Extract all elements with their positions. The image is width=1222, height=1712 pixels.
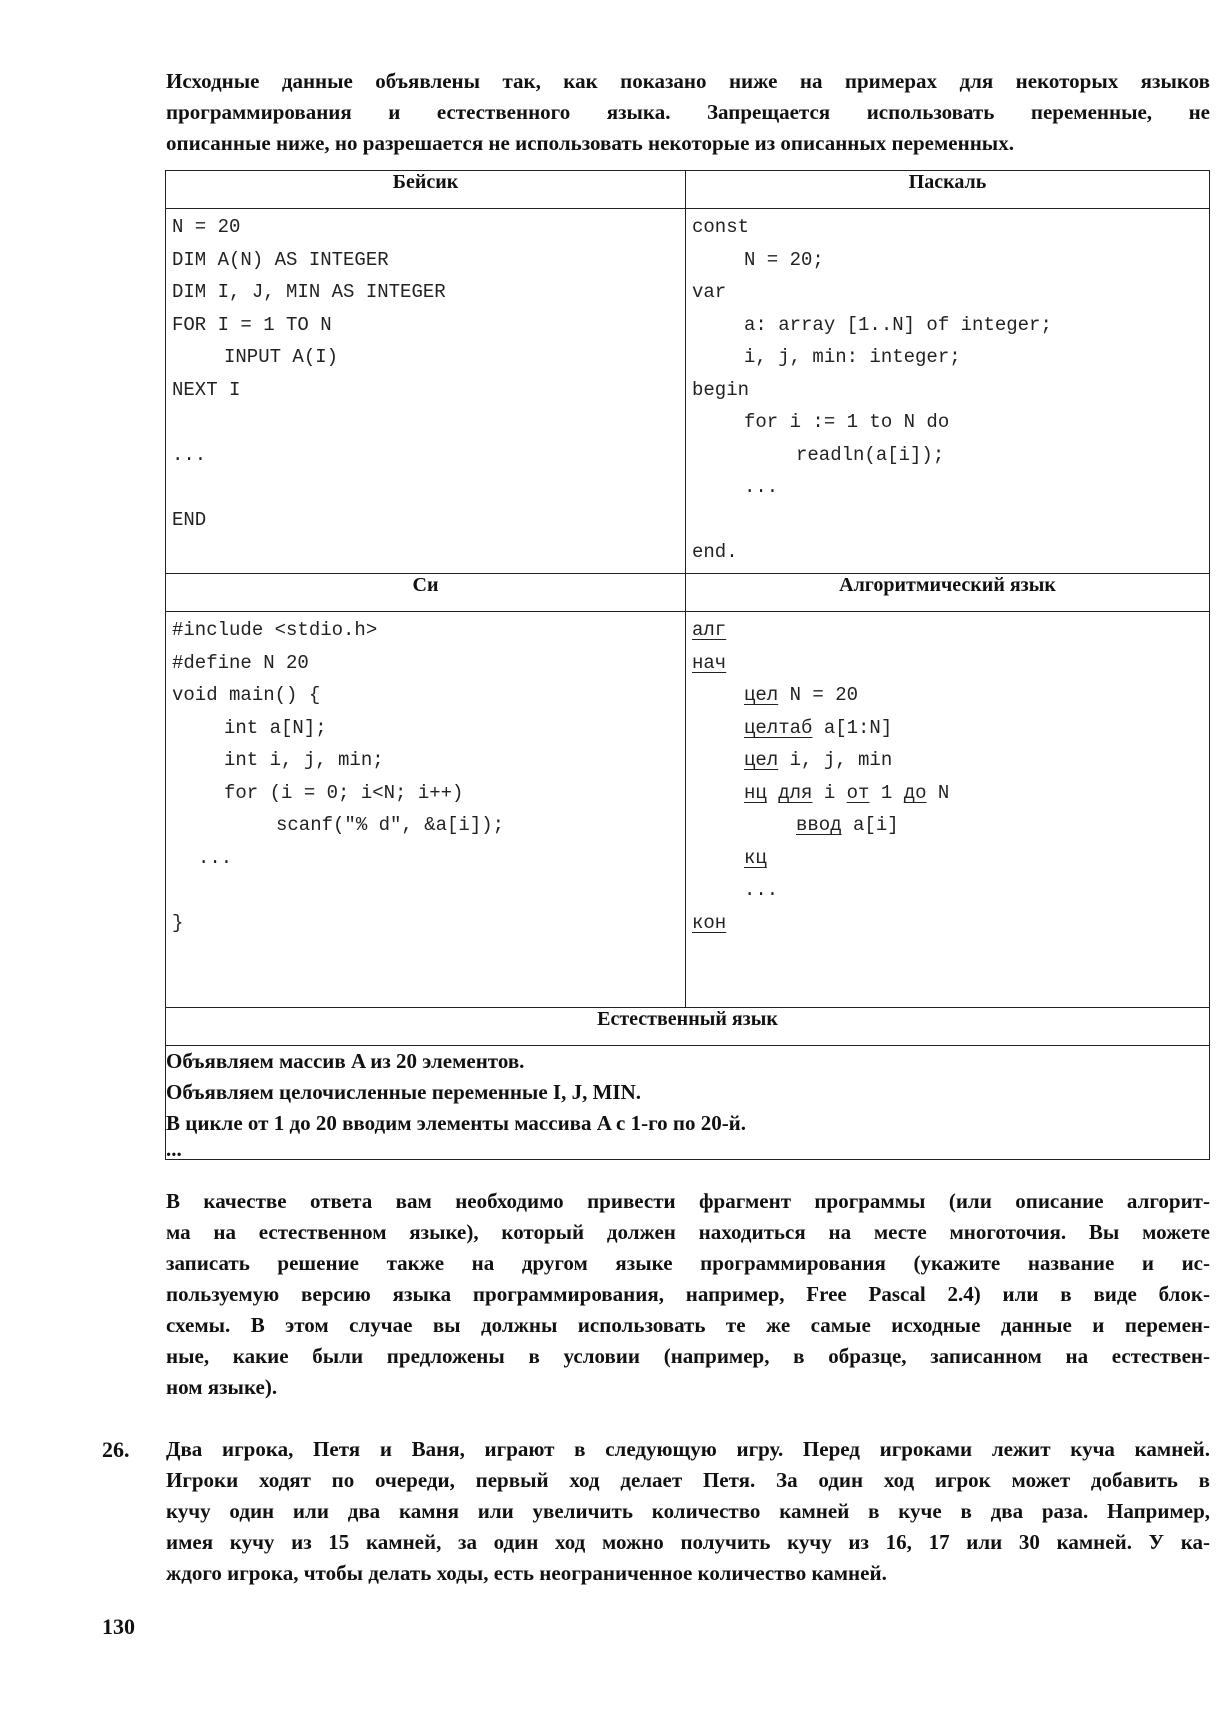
code-line (166, 406, 685, 439)
algo-code (686, 612, 1210, 1008)
task-line: кучу один или два камня или увеличить количество камней в куче в два раза. Например, (166, 1499, 1210, 1523)
code-line: begin (692, 378, 750, 401)
code-line: int i, j, min; (224, 749, 384, 771)
code-line: NEXT I (172, 378, 241, 401)
task-26-text (166, 1434, 1210, 1589)
c-code (166, 612, 686, 1008)
intro-line: программирования и естественного языка. Запрещается использовать переменные, не (166, 100, 1210, 124)
code-line: ... (744, 476, 779, 498)
keyword: цел (744, 684, 779, 706)
code-line: DIM A(N) AS INTEGER (172, 248, 389, 271)
task-line: имея кучу из 15 камней, за один ход можно получить кучу из 16, 17 или 30 камней. У ка- (166, 1530, 1210, 1554)
code-line (686, 712, 1209, 745)
code-line: scanf("% d", &a[i]); (276, 814, 505, 836)
natural-line: В цикле от 1 до 20 вводим элементы массива A с 1-го по 20-й. (166, 1111, 747, 1135)
task-number: 26. (102, 1437, 130, 1462)
code-line (166, 471, 685, 504)
keyword: ввод (796, 814, 842, 836)
answer-line: В качестве ответа вам необходимо привести фрагмент программы (или описание алгорит- (166, 1189, 1210, 1213)
code-line (686, 679, 1209, 712)
code-line: INPUT A(I) (224, 346, 339, 368)
natural-line: Объявляем целочисленные переменные I, J, MIN. (166, 1080, 641, 1104)
code-line: var (692, 281, 727, 303)
code-text: a[1:N] (812, 716, 893, 739)
natural-line: Объявляем массив A из 20 элементов. (166, 1049, 525, 1073)
intro-paragraph (166, 66, 1210, 159)
code-text: N (926, 781, 950, 804)
answer-line: схемы. В этом случае вы должны использовать те же самые исходные данные и перемен- (166, 1313, 1210, 1337)
keyword: от (846, 781, 870, 804)
code-text: 1 (869, 781, 904, 804)
code-line: a: array [1..N] of integer; (744, 313, 1052, 336)
code-line (686, 647, 1209, 680)
keyword: кон (692, 911, 727, 934)
code-line: ... (198, 846, 233, 869)
code-text: i, j, min (778, 749, 893, 771)
answer-instructions (166, 1186, 1210, 1403)
code-examples-table (165, 170, 1210, 1160)
task-line: Игроки ходят по очереди, первый ход делает Петя. За один ход игрок может добавить в (166, 1468, 1210, 1492)
code-line: readln(a[i]); (796, 443, 945, 466)
code-line: for i := 1 to N do (744, 411, 950, 433)
code-line: DIM I, J, MIN AS INTEGER (172, 281, 446, 303)
natural-description (166, 1046, 1210, 1160)
code-line (686, 777, 1209, 810)
code-line: for (i = 0; i<N; i++) (224, 781, 464, 804)
keyword: алг (692, 619, 727, 641)
keyword: нач (692, 651, 727, 674)
answer-line: ма на естественном языке), который должен находиться на месте многоточия. Вы можете (166, 1220, 1210, 1244)
code-line: #define N 20 (172, 651, 309, 674)
code-line: ... (172, 443, 207, 466)
task-line: ждого игрока, чтобы делать ходы, есть неограниченное количество камней. (166, 1561, 887, 1585)
code-line: const (692, 216, 750, 238)
keyword: нц (744, 781, 767, 804)
code-line: i, j, min: integer; (744, 346, 961, 368)
keyword: до (903, 781, 927, 804)
keyword: кц (744, 846, 767, 869)
page-number: 130 (102, 1614, 135, 1639)
header-c: Си (166, 574, 686, 612)
code-line (686, 504, 1209, 537)
code-line: #include <stdio.h> (172, 619, 378, 641)
code-line: N = 20 (172, 216, 241, 238)
keyword: для (778, 781, 813, 804)
header-pascal: Паскаль (686, 171, 1210, 209)
header-basic: Бейсик (166, 171, 686, 209)
code-line: FOR I = 1 TO N (172, 313, 332, 336)
natural-line: ... (166, 1137, 182, 1161)
answer-line: ные, какие были предложены в условии (например, в образце, записанном на естествен- (166, 1344, 1210, 1368)
code-text: N = 20 (778, 684, 859, 706)
code-line (686, 614, 1209, 647)
code-line: ... (744, 879, 779, 901)
code-line: int a[N]; (224, 716, 327, 739)
answer-line: ном языке). (166, 1375, 278, 1399)
header-algo: Алгоритмический язык (686, 574, 1210, 612)
code-line (686, 842, 1209, 875)
intro-line: описанные ниже, но разрешается не использовать некоторые из описанных переменных. (166, 131, 1014, 155)
code-line: END (172, 508, 207, 531)
task-line: Два игрока, Петя и Ваня, играют в следующую игру. Перед игроками лежит куча камней. (166, 1437, 1210, 1461)
pascal-code (686, 209, 1210, 574)
intro-line: Исходные данные объявлены так, как показано ниже на примерах для некоторых языков (166, 69, 1210, 93)
keyword: цел (744, 749, 779, 771)
code-line (686, 907, 1209, 940)
code-line (166, 874, 685, 907)
answer-line: пользуемую версию языка программирования, например, Free Pascal 2.4) или в виде блок- (166, 1282, 1210, 1306)
code-text: a[i] (841, 814, 899, 836)
code-line: } (172, 911, 184, 934)
code-text: i (812, 781, 847, 804)
keyword: целтаб (744, 716, 813, 739)
code-line (686, 809, 1209, 842)
answer-line: записать решение также на другом языке программирования (укажите название и ис- (166, 1251, 1210, 1275)
basic-code (166, 209, 686, 574)
code-line: void main() { (172, 684, 321, 706)
header-natural: Естественный язык (166, 1008, 1210, 1046)
code-line: end. (692, 541, 738, 563)
code-line: N = 20; (744, 248, 824, 271)
code-line (686, 744, 1209, 777)
